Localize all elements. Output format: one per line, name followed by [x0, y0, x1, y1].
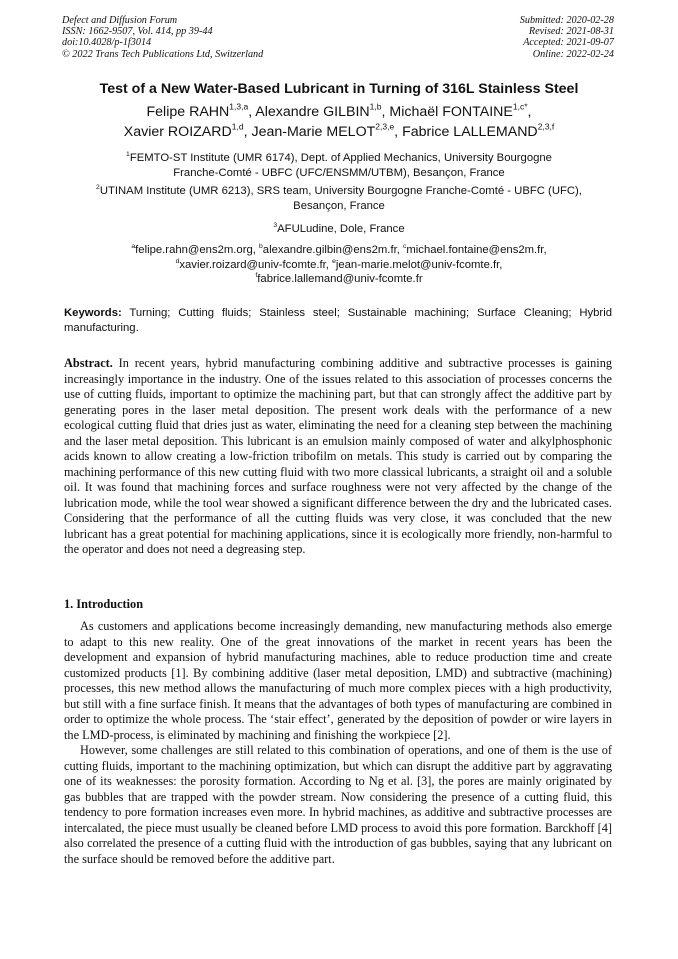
online-date: Online: 2022-02-24: [532, 48, 614, 60]
email-label: f: [255, 272, 258, 280]
affiliation-number: 2: [96, 183, 100, 191]
keywords-label: Keywords:: [64, 307, 122, 319]
keywords: [64, 306, 612, 336]
email-label: e: [332, 257, 336, 265]
keywords-text: Turning; Cutting fluids; Stainless steel; Sustainable machining; Surface Cleaning; Hybrid manufacturing.: [64, 307, 612, 334]
affiliation-text: AFULudine, Dole, France: [277, 223, 405, 235]
affiliation-number: 1: [126, 150, 130, 158]
author-name: Fabrice LALLEMAND: [402, 124, 538, 140]
email-label: c: [403, 242, 407, 250]
affiliation-text: FEMTO-ST Institute (UMR 6174), Dept. of Applied Mechanics, University Bourgogne: [129, 152, 552, 164]
abstract: [64, 356, 612, 558]
email-label: a: [131, 242, 136, 250]
author-affil-sup: 1,c*: [512, 101, 528, 112]
email-label: d: [175, 257, 180, 265]
author-affil-sup: 2,3,e: [375, 121, 395, 132]
affiliation-text: Franche-Comté - UBFC (UFC/ENSMM/UTBM), Besançon, France: [173, 167, 505, 180]
affiliation-1: [40, 151, 638, 181]
author-affil-sup: 2,3,f: [537, 121, 555, 132]
email-address: felipe.rahn@ens2m.org,: [135, 244, 260, 256]
affiliation-3: [40, 222, 638, 237]
email-address: xavier.roizard@univ-fcomte.fr,: [179, 258, 333, 271]
author-name: Felipe RAHN: [146, 104, 230, 120]
author-name: Jean-Marie MELOT: [251, 124, 376, 140]
author-name: Michaël FONTAINE: [389, 104, 513, 120]
accepted-date: Accepted: 2021-09-07: [523, 37, 614, 49]
issn-line: ISSN: 1662-9507, Vol. 414, pp 39-44: [62, 26, 213, 38]
email-label: b: [259, 242, 263, 250]
doi-line: doi:10.4028/p-1f3014: [62, 37, 152, 49]
section-body: [64, 619, 612, 867]
author-list: Felipe RAHN$^{1,3,a}$, Alexandre GILBIN$^{1,b}$, Michaël $FONTAINE^{1,c*}$, Xavier ROIZARD$^{1,d}$, Jean-Marie MELOT$^{2,3,e}$, Fabrice LALLEMAND$^{2,3,f}$: [123, 101, 555, 140]
paragraph: As customers and applications become increasingly demanding, new manufacturing methods also emerge to adapt to this new reality. One of the great innovations of the market in recent years has been the development and expansion of hybrid manufacturing machines, able to reduce production time and create customized products [1]. By combining additive (laser metal deposition, LMD) and subtractive (machining) processes, this new method allows the manufacturing of much more complex pieces with a high productivity, but still with a fine surface finish. It means that the advantages of both types of manufacturing are combined in order to optimize the whole process. The ‘stair effect’, generated by the deposition of powder or wire layers in the LMD-process, is eliminated by machining and finishing the workpiece [2].: [64, 619, 612, 742]
journal-info: [62, 15, 263, 60]
affiliation-number: 3: [273, 221, 278, 229]
abstract-text: In recent years, hybrid manufacturing combining additive and subtractive processes is gaining increasingly importance in the industry. One of the issues related to this association of processes concerns the use of cutting fluids, important to optimize the machining part, but that can strongly affect the additive part by generating pores in the laser metal deposition. The present work deals with the performance of a new ecological cutting fluid that dries just as water, eliminating the need for a cleaning step between the machining and the laser metal deposition. This lubricant is an emulsion mainly composed of water and alkylphosphonic acids known to allow creating a low-friction tribofilm on metals. This study is carried out by comparing the machining performance of this new cutting fluid with two more classical lubricants, a straight oil and a soluble oil. It was found that machining forces and surface roughness were not very affected by the change of the lubrication mode, while the tool wear showed a significant difference between the dry and the lubricated cases. Considering that the performance of all the cutting fluids was very close, it was concluded that the new lubricant has a great potential for machining applications, since it is ecologically more friendly, non-harmful to the operator and does not need a degreasing step.: [64, 356, 612, 556]
abstract-label: Abstract.: [64, 356, 113, 370]
journal-name: Defect and Diffusion Forum: [62, 15, 178, 26]
paper-title: Test of a New Water-Based Lubricant in Turning of 316L Stainless Steel: [99, 81, 579, 97]
author-emails: [40, 243, 638, 287]
affiliation-text: Besançon, France: [293, 200, 385, 213]
author-affil-sup: 1,b: [369, 101, 382, 112]
paragraph: However, some challenges are still related to this combination of operations, and one of them is the use of cutting fluids, important to the machining optimization, but which can disrupt the additive part by aggravating one of its weaknesses: the porosity formation. According to Ng et al. [3], the pores are mainly originated by gas bubbles that are trapped with the powder stream. Now considering the presence of a cutting fluid, this tendency to pore formation increases even more. In hybrid machines, as additive and subtractive processes are intercalated, the piece must usually be cleaned before LMD process to avoid this pore formation. Barckhoff [4] also correlated the presence of a cutting fluid with the introduction of gas bubbles, saying that any lubricant on the surface should be removed before the additive part.: [64, 743, 612, 866]
email-address: michael.fontaine@ens2m.fr,: [406, 244, 547, 256]
author-name: Alexandre GILBIN: [255, 104, 370, 120]
submitted-date: Submitted: 2020-02-28: [519, 15, 614, 26]
affiliation-2: [40, 184, 638, 214]
copyright-line: © 2022 Trans Tech Publications Ltd, Switzerland: [62, 48, 264, 60]
author-name: Xavier ROIZARD: [123, 124, 232, 140]
submission-dates: [520, 15, 614, 60]
email-address: alexandre.gilbin@ens2m.fr,: [262, 244, 403, 256]
author-affil-sup: 1,3,a: [229, 101, 249, 112]
affiliation-text: UTINAM Institute (UMR 6213), SRS team, University Bourgogne Franche-Comté - UBFC (UFC),: [99, 185, 582, 197]
section-heading: 1. Introduction: [64, 597, 144, 611]
email-address: jean-marie.melot@univ-fcomte.fr,: [335, 258, 503, 271]
email-address: fabrice.lallemand@univ-fcomte.fr: [257, 273, 423, 286]
author-affil-sup: 1,d: [231, 121, 244, 132]
revised-date: Revised: 2021-08-31: [528, 26, 614, 38]
